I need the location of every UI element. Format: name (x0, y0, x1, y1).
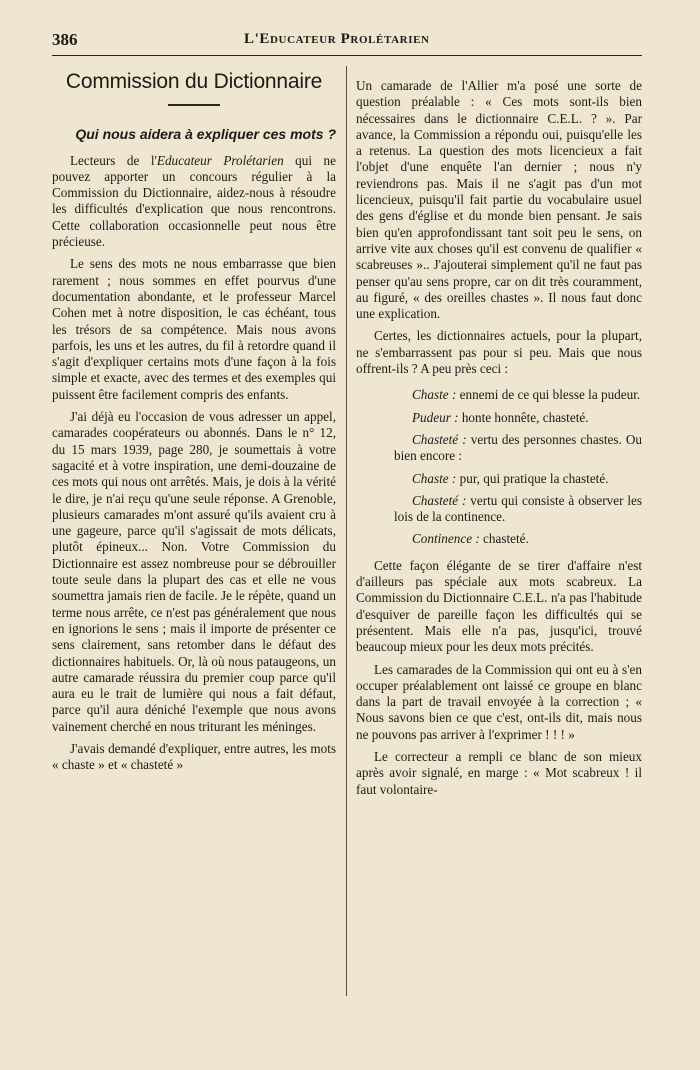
journal-name: Educateur Prolétarien (156, 152, 284, 168)
paragraph: Le correcteur a rempli ce blanc de son mieux après avoir signalé, en marge : « Mot scabreux ! il faut volontaire- (356, 748, 642, 797)
right-column (356, 78, 642, 804)
definition-item (368, 471, 642, 487)
page-number: 386 (52, 30, 78, 49)
paragraph: Certes, les dictionnaires actuels, pour la plupart, ne s'embarrassent pas pour si peu. Mais que nous offrent-ils ? A peu près ceci : (356, 328, 642, 377)
definition-text: vertu des personnes chastes. Ou bien encore : (394, 431, 642, 464)
running-title: L'Educateur Prolétarien (244, 31, 430, 47)
definition-term: Chasteté : (412, 431, 467, 447)
paragraph: Le sens des mots ne nous embarrasse que bien rarement ; nous sommes en effet pourvus d'une documentation abondante, et le professeur Marcel Cohen met à notre disposition, le cas échéant, tous les trésors de sa compétence. Mais nous avons parfois, les uns et les autres, du fil à retordre quand il s'agit d'expliquer certains mots d'une façon à la fois simple et exacte, avec des termes et des exemples qui puissent être facilement compris des enfants. (52, 256, 336, 402)
definition-text: pur, qui pratique la chasteté. (456, 470, 609, 486)
definition-term: Chaste : (412, 470, 457, 486)
definition-text: honte honnête, chasteté. (458, 409, 589, 425)
definition-text: vertu qui consiste à observer les lois de la continence. (394, 492, 642, 525)
definitions-list (368, 387, 642, 547)
paragraph: J'ai déjà eu l'occasion de vous adresser un appel, camarades coopérateurs ou abonnés. Dans le n° 12, du 15 mars 1939, page 280, je soumettais à votre sagacité et à votre inspiration, une demi-douzaine de ces mots qui nous ont arrêtés. Mais, je dois à la vérité le dire, je n'ai reçu qu'une seule réponse. A Grenoble, plusieurs camarades m'ont assuré qu'ils avaient cru à une gageure, parce qu'il s'agissait de mots délicats, plutôt épineux... Non. Votre Commission du Dictionnaire est assez nombreuse pour se débrouiller toute seule dans la plupart des cas et elle ne vous soumettra jamais rien de facile. Je le répète, quand un terme nous arrête, ce n'est pas généralement que nous en ignorions le sens ; mais il importe de présenter ce sens clairement, sans retomber dans le défaut des dictionnaires habituels. Or, là où nous pataugeons, un autre camarade réussira du premier coup parce qu'il aura eu le trait de lumière qui nous a fait défaut, parce qu'il aura déniché l'exemple que nous avons vainement cherché en nous triturant les méninges. (52, 409, 336, 734)
left-column (52, 70, 336, 780)
definition-text: ennemi de ce qui blesse la pudeur. (456, 387, 641, 403)
definition-item (368, 410, 642, 426)
paragraph: Les camarades de la Commission qui ont eu à s'en occuper préalablement ont laissé ce groupe en blanc dans la part de travail envoyée à la correction ; « Nous savons bien ce que c'est, ont-ils dit, mais nous ne pouvons pas arriver à l'exprimer ! ! ! » (356, 661, 642, 742)
header-rule (52, 55, 642, 56)
definition-item (368, 432, 642, 465)
title-rule (168, 104, 220, 106)
definition-term: Continence : (412, 531, 480, 547)
definition-item (368, 493, 642, 526)
definition-term: Chasteté : (412, 492, 467, 508)
paragraph: Un camarade de l'Allier m'a posé une sorte de question préalable : « Ces mots sont-ils bien nécessaires dans le dictionnaire C.E.L. ? ». Par avance, la Commission a répondu oui, puisqu'elle les a retenus. La question des mots licencieux a fait l'objet d'une enquête l'an dernier ; nous n'y reviendrons pas. Mais il ne s'agit pas d'un mot licencieux, puisqu'il fait partie du vocabulaire usuel des gens d'église et du monde bien pensant. Je sais bien qu'en approfondissant tant soit peu le sens, on arrive vite aux choses qu'il est convenu de qualifier « scabreuses ».. J'ajouterai simplement qu'il ne faut pas penser qu'au sens propre, car on dit très couramment, au figuré, « des oreilles chastes ». Il nous faut donc une explication. (356, 78, 642, 322)
definition-text: chasteté. (479, 531, 529, 547)
definition-item (368, 387, 642, 403)
column-divider (346, 66, 347, 996)
paragraph: J'avais demandé d'expliquer, entre autres, les mots « chaste » et « chasteté » (52, 740, 336, 773)
definition-term: Pudeur : (412, 409, 459, 425)
page-header (52, 30, 642, 52)
paragraph (52, 153, 336, 251)
paragraph: Cette façon élégante de se tirer d'affaire n'est d'ailleurs pas spéciale aux mots scabreux. La Commission du Dictionnaire C.E.L. n'a pas l'habitude d'esquiver de pareille façon les difficultés qui se présentent. Mais elle n'a pas, jusqu'ici, trouvé beaucoup mieux pour les deux mots précités. (356, 557, 642, 655)
article-title: Commission du Dictionnaire (65, 70, 323, 93)
paragraph-text: qui ne pouvez apporter un concours régulier à la Commission du Dictionnaire, aidez-nous à résoudre les difficultés d'explication que nous rencontrons. Cette collaboration occasionnelle peut nous être précieuse. (52, 152, 336, 250)
paragraph-text: Lecteurs de l' (70, 152, 157, 168)
article-subtitle: Qui nous aidera à expliquer ces mots ? (75, 126, 336, 143)
definition-item (368, 531, 642, 547)
definition-term: Chaste : (412, 387, 457, 403)
